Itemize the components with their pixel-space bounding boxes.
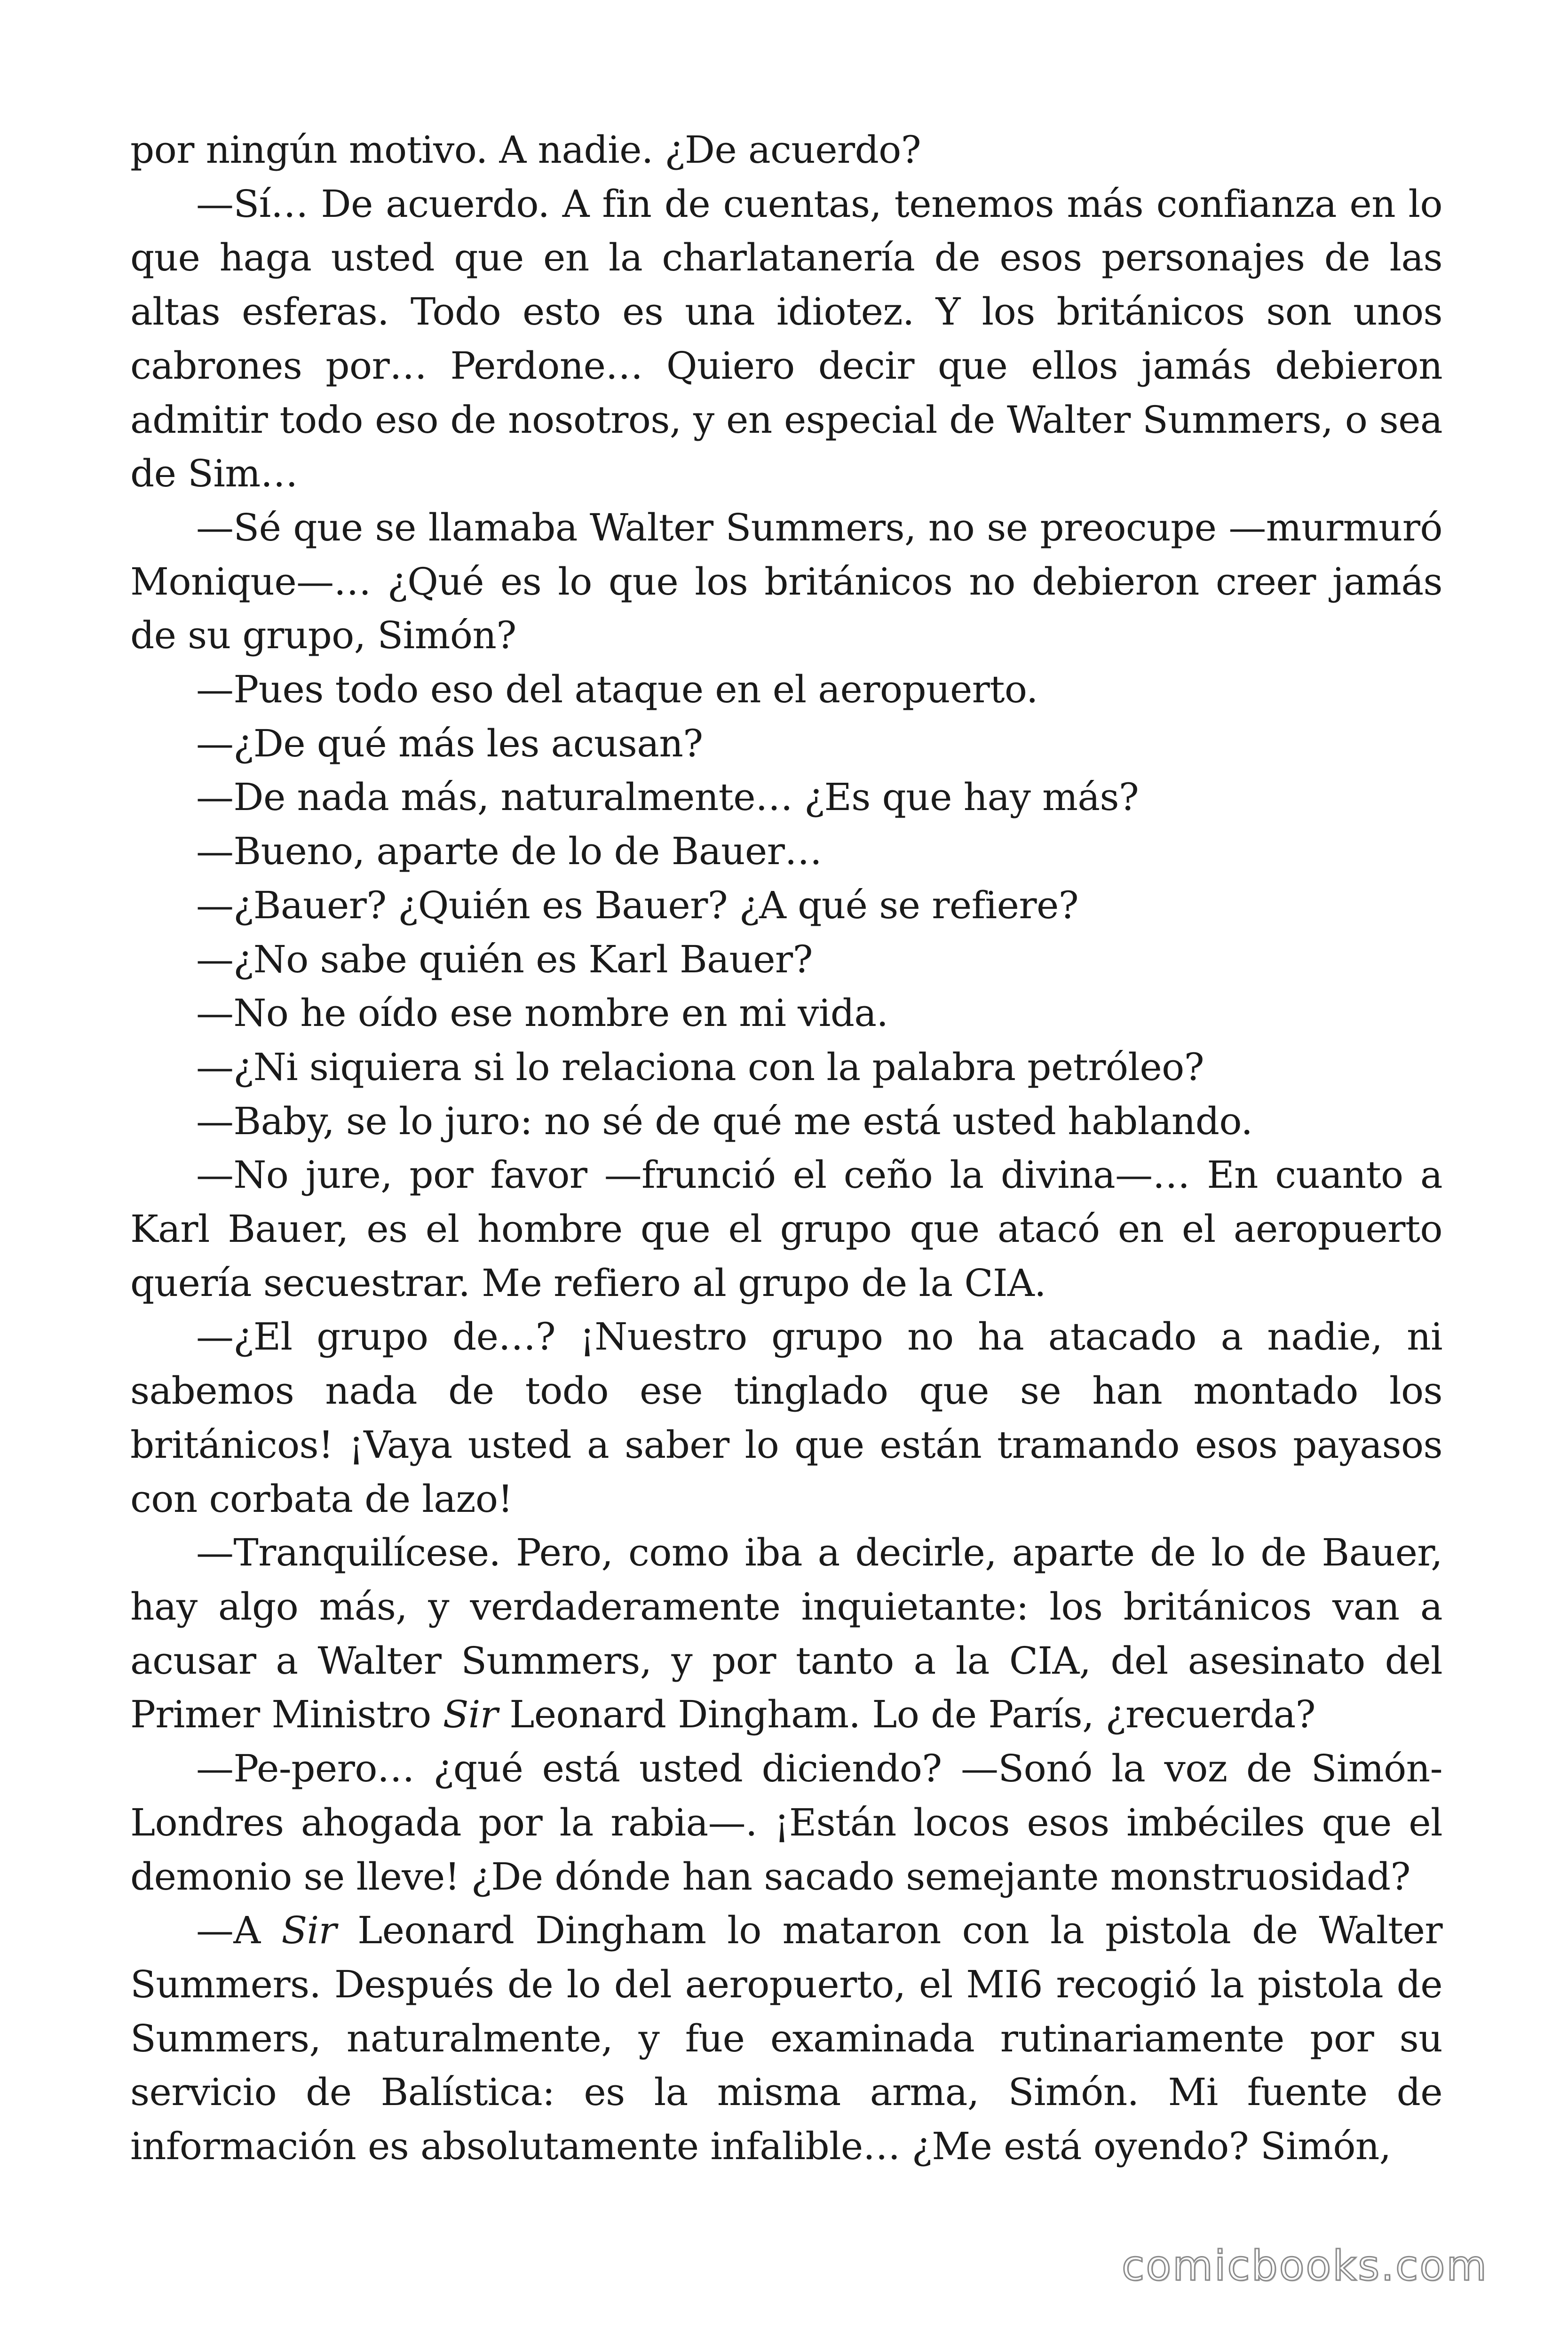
italic-title: Sir [281, 1908, 337, 1953]
paragraph: —De nada más, naturalmente… ¿Es que hay más? [196, 775, 1139, 819]
paragraph: —¿Ni siquiera si lo relaciona con la palabra petróleo? [196, 1045, 1204, 1089]
paragraph: por ningún motivo. A nadie. ¿De acuerdo? [130, 128, 921, 172]
paragraph: —A Sir Leonard Dingham lo mataron con la pistola de Walter Summers. Después de lo del aeropuerto, el MI6 recogió la pistola de Summers, naturalmente, y fue examinada rutinariamente por su servicio de Balística: es la misma arma, Simón. Mi fuente de información es absolutamente infalible… ¿Me está oyendo? Simón, [130, 1908, 1443, 2169]
paragraph: —Tranquilícese. Pero, como iba a decirle, aparte de lo de Bauer, hay algo más, y verdaderamente inquietante: los británicos van a acusar a Walter Summers, y por tanto a la CIA, del asesinato del Primer Ministro Sir Leonard Dingham. Lo de París, ¿recuerda? [130, 1531, 1442, 1737]
paragraph: —Pe-pero… ¿qué está usted diciendo? —Sonó la voz de Simón-Londres ahogada por la rabia—. ¡Están locos esos imbéciles que el demonio se lleve! ¿De dónde han sacado semejante monstruosidad? [130, 1747, 1442, 1899]
paragraph: —¿De qué más les acusan? [196, 721, 703, 765]
paragraph: —¿No sabe quién es Karl Bauer? [196, 937, 813, 981]
paragraph: —Pues todo eso del ataque en el aeropuerto. [196, 667, 1038, 712]
paragraph: —No jure, por favor —frunció el ceño la divina—… En cuanto a Karl Bauer, es el hombre que el grupo que atacó en el aeropuerto quería secuestrar. Me refiero al grupo de la CIA. [130, 1153, 1442, 1305]
watermark-logo: comicbooks.com [1121, 2241, 1488, 2290]
italic-title: Sir [443, 1692, 498, 1737]
page-text [130, 123, 1442, 2217]
paragraph: —Bueno, aparte de lo de Bauer… [196, 829, 822, 874]
paragraph: —¿Bauer? ¿Quién es Bauer? ¿A qué se refiere? [196, 883, 1079, 927]
paragraph: —Baby, se lo juro: no sé de qué me está usted hablando. [196, 1099, 1253, 1143]
paragraph: —¿El grupo de…? ¡Nuestro grupo no ha atacado a nadie, ni sabemos nada de todo ese tinglado que se han montado los británicos! ¡Vaya usted a saber lo que están tramando esos payasos con corbata de lazo! [130, 1315, 1442, 1521]
paragraph: —Sé que se llamaba Walter Summers, no se preocupe —murmuró Monique—… ¿Qué es lo que los británicos no debieron creer jamás de su grupo, Simón? [130, 505, 1442, 658]
paragraph: —No he oído ese nombre en mi vida. [196, 991, 888, 1035]
paragraph: —Sí… De acuerdo. A fin de cuentas, tenemos más confianza en lo que haga usted que en la charlatanería de esos personajes de las altas esferas. Todo esto es una idiotez. Y los británicos son unos cabrones por… Perdone… Quiero decir que ellos jamás debieron admitir todo eso de nosotros, y en especial de Walter Summers, o sea de Sim… [130, 182, 1442, 496]
